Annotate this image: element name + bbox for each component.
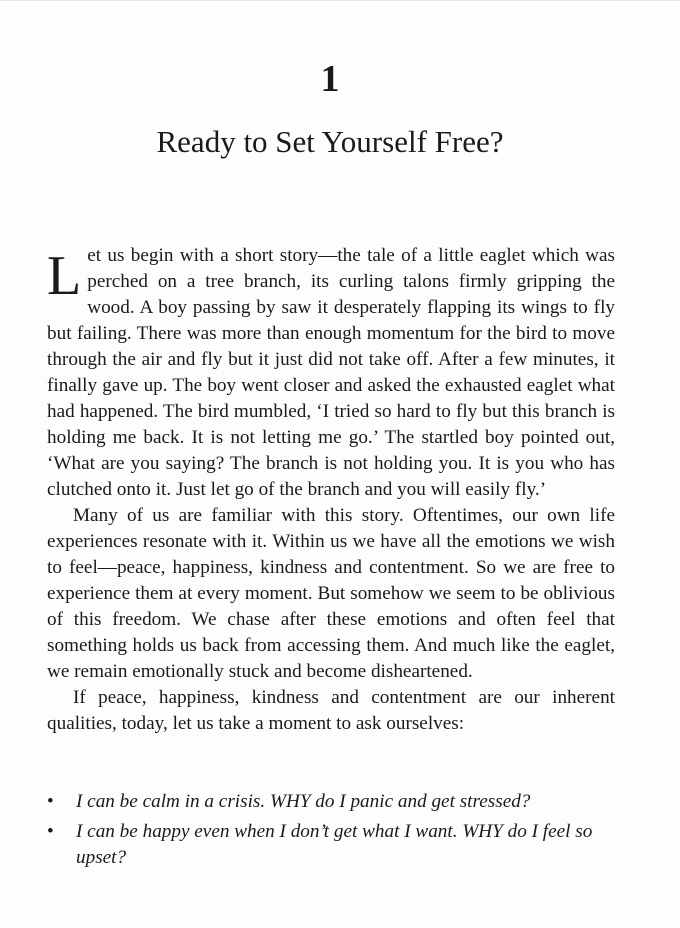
list-item-text: I can be calm in a crisis. WHY do I panic and get stressed? — [76, 791, 531, 812]
chapter-body — [47, 243, 615, 737]
list-item — [47, 789, 615, 815]
paragraph-3: If peace, happiness, kindness and contentment are our inherent qualities, today, let us take a moment to ask ourselves: — [47, 687, 615, 734]
chapter-title: Ready to Set Yourself Free? — [156, 124, 504, 159]
list-item-text: I can be happy even when I don’t get what I want. WHY do I feel so upset? — [76, 821, 593, 868]
paragraph-1 — [47, 243, 615, 503]
bullet-icon: • — [47, 821, 54, 842]
list-item — [47, 819, 615, 871]
chapter-number: 1 — [320, 58, 340, 100]
paragraph-2: Many of us are familiar with this story. Oftentimes, our own life experiences resonate with it. Within us we have all the emotions we wish to feel—peace, happiness, kindness and contentment. So we are free to experience them at every moment. But somehow we seem to be oblivious of this freedom. We chase after these emotions and often feel that something holds us back from accessing them. And much like the eaglet, we remain emotionally stuck and become disheartened. — [47, 505, 615, 682]
question-list — [47, 789, 615, 871]
drop-cap: L — [47, 245, 82, 307]
paragraph-1-text: et us begin with a short story—the tale of a little eaglet which was perched on a tree branch, its curling talons firmly gripping the wood. A boy passing by saw it desperately flapping its wings to fly but failing. There was more than enough momentum for the bird to move through the air and fly but it just did not take off. After a few minutes, it finally gave up. The boy went closer and asked the exhausted eaglet what had happened. The bird mumbled, ‘I tried so hard to fly but this branch is holding me back. It is not letting me go.’ The startled boy pointed out, ‘What are you saying? The branch is not holding you. It is you who has clutched onto it. Just let go of the branch and you will easily fly.’ — [47, 245, 615, 500]
bullet-icon: • — [47, 791, 54, 812]
